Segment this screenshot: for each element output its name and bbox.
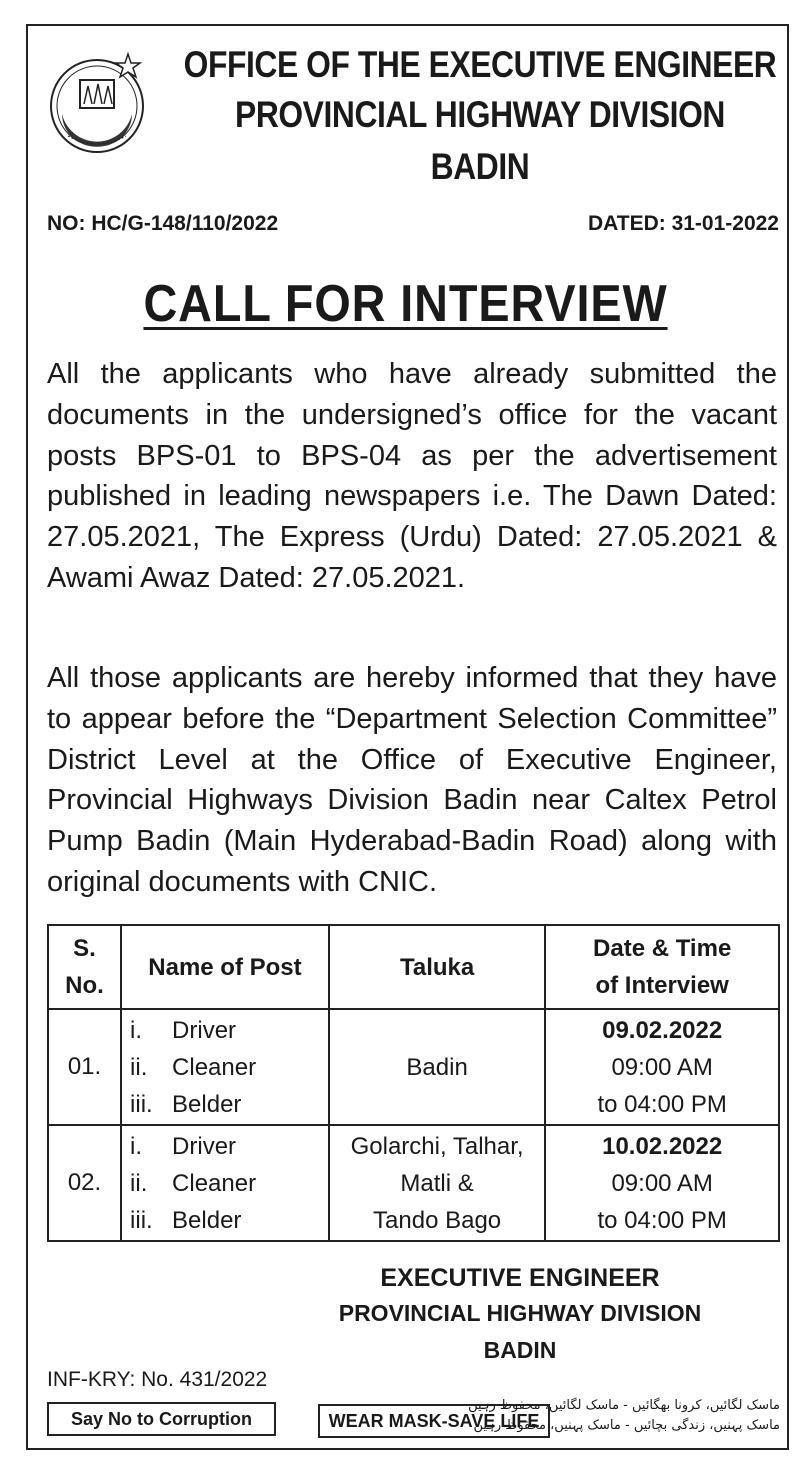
- post-name: Belder: [172, 1090, 242, 1118]
- interview-date: 10.02.2022: [602, 1132, 723, 1160]
- header-date-time: [545, 925, 779, 1009]
- slogan-box-mask: WEAR MASK-SAVE LIFE: [318, 1404, 550, 1438]
- header-serial-line1: S.: [73, 935, 96, 962]
- body-paragraph-2: All those applicants are hereby informed that they have to appear before the “Department Selection Committee” District Level at the Office of Executive Engineer, Provincial Highways Division Badin near Caltex Petrol Pump Badin (Main Hyderabad-Badin Road) along with original documents with CNIC.: [47, 662, 777, 898]
- post-item: [122, 1202, 328, 1239]
- header-datetime-line1: Date & Time: [593, 935, 732, 962]
- header-serial-line2: No.: [65, 972, 104, 999]
- post-item: [122, 1165, 328, 1202]
- urdu-slogan-line1: ماسک لگائیں، کرونا بھگائیں - ماسک لگائیں، محفوظ رہیں: [468, 1398, 780, 1413]
- urdu-slogan-line2: ماسک پہنیں، زندگی بچائیں - ماسک پہنیں، محفوظ رہیں: [473, 1418, 780, 1433]
- reference-date: DATED: 31-01-2022: [587, 212, 779, 235]
- post-name: Cleaner: [172, 1169, 257, 1197]
- row-taluka: [329, 1009, 545, 1125]
- header-taluka: Taluka: [329, 925, 545, 1009]
- notice-title-text: CALL FOR INTERVIEW: [143, 275, 668, 333]
- post-item: [122, 1086, 328, 1123]
- post-num: ii.: [130, 1053, 148, 1081]
- post-num: i.: [130, 1016, 143, 1044]
- post-name: Driver: [172, 1132, 237, 1160]
- taluka-line: Badin: [406, 1053, 468, 1081]
- header-serial-number: [48, 925, 121, 1009]
- post-name: Cleaner: [172, 1053, 257, 1081]
- interview-date: 09.02.2022: [602, 1016, 723, 1044]
- header-office-title: OFFICE OF THE EXECUTIVE ENGINEER: [183, 44, 777, 85]
- post-item: [122, 1049, 328, 1086]
- post-num: i.: [130, 1132, 143, 1160]
- notice-title: [41, 274, 771, 334]
- interview-time-from: 09:00 AM: [611, 1053, 713, 1081]
- government-seal-logo: [38, 44, 156, 162]
- row-taluka: [329, 1125, 545, 1241]
- row-date-time: [545, 1009, 779, 1125]
- taluka-line: Golarchi, Talhar,: [350, 1132, 524, 1160]
- interview-time-to: to 04:00 PM: [597, 1206, 727, 1234]
- reference-number: NO: HC/G-148/110/2022: [47, 212, 279, 235]
- slogan-box-corruption: Say No to Corruption: [47, 1402, 276, 1436]
- table-row: [48, 1009, 779, 1125]
- header-division-title: PROVINCIAL HIGHWAY DIVISION: [235, 94, 725, 135]
- post-item: [122, 1012, 328, 1049]
- row-posts: [121, 1125, 329, 1241]
- taluka-line: Tando Bago: [373, 1206, 502, 1234]
- inf-reference: INF-KRY: No. 431/2022: [47, 1368, 268, 1391]
- post-num: iii.: [130, 1206, 153, 1234]
- signature-division: PROVINCIAL HIGHWAY DIVISION: [338, 1300, 702, 1326]
- interview-time-from: 09:00 AM: [611, 1169, 713, 1197]
- post-item: [122, 1128, 328, 1165]
- post-num: ii.: [130, 1169, 148, 1197]
- row-date-time: [545, 1125, 779, 1241]
- interview-time-to: to 04:00 PM: [597, 1090, 727, 1118]
- interview-schedule-table: [47, 924, 780, 1242]
- taluka-line: Matli &: [400, 1169, 474, 1197]
- table-header-row: [48, 925, 779, 1009]
- signature-title: EXECUTIVE ENGINEER: [380, 1264, 660, 1292]
- post-num: iii.: [130, 1090, 153, 1118]
- post-name: Belder: [172, 1206, 242, 1234]
- header-datetime-line2: of Interview: [595, 972, 729, 999]
- body-paragraph-1: All the applicants who have already submitted the documents in the undersigned’s office for the vacant posts BPS-01 to BPS-04 as per the advertisement published in leading newspapers i.e. The Dawn Dated: 27.05.2021, The Express (Urdu) Dated: 27.05.2021 & Awami Awaz Dated: 27.05.2021.: [47, 358, 777, 594]
- table-row: [48, 1125, 779, 1241]
- post-name: Driver: [172, 1016, 237, 1044]
- row-serial-number: 02.: [48, 1125, 121, 1241]
- signature-city: BADIN: [483, 1337, 557, 1363]
- row-posts: [121, 1009, 329, 1125]
- row-serial-number: 01.: [48, 1009, 121, 1125]
- header-post-name: Name of Post: [121, 925, 329, 1009]
- header-city-title: BADIN: [430, 146, 530, 187]
